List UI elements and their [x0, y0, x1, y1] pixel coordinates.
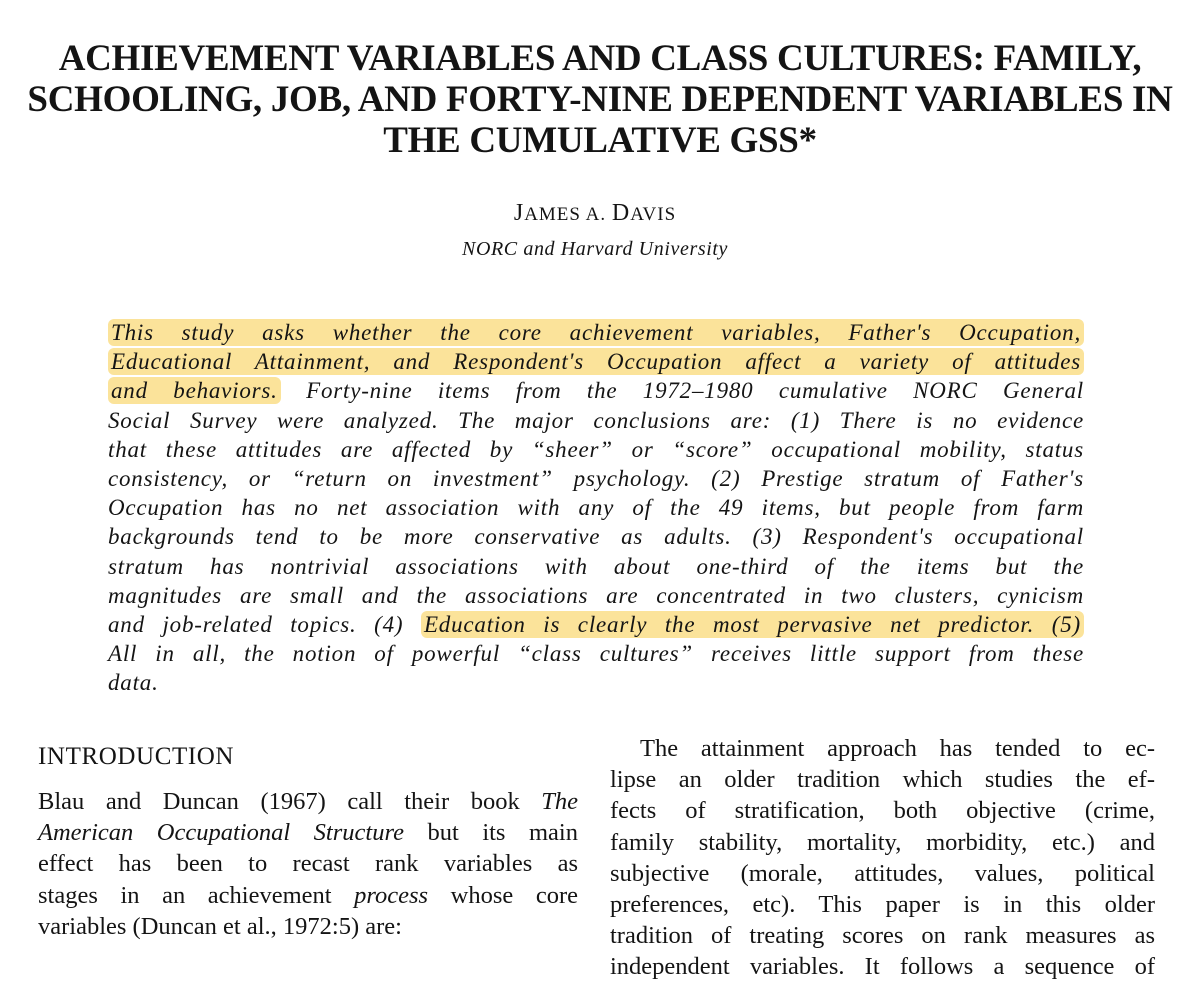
abstract-line [108, 318, 1084, 347]
body-text: Blau and Duncan (1967) call their book [38, 788, 542, 815]
abstract-line [108, 347, 1084, 376]
abstract-line [108, 610, 1084, 639]
highlighted-text: and behaviors. [108, 377, 281, 404]
body-line: lipse an older tradition which studies the ef- [610, 766, 1155, 794]
author-first-initial: J [513, 200, 525, 226]
body-line: family stability, mortality, morbidity, etc.) and [610, 828, 1155, 856]
abstract-line: Social Survey were analyzed. The major conclusions are: (1) There is no evidence [108, 407, 1084, 433]
body-text: stages in an achievement [38, 881, 355, 909]
abstract-line: Occupation has no net association with any of the 49 items, but people from farm [108, 495, 1084, 521]
introduction-column [38, 738, 578, 942]
abstract-line: data. [108, 670, 159, 696]
highlighted-text: Education is clearly the most pervasive net predictor. (5) [421, 611, 1084, 638]
body-text: whose core [428, 881, 578, 909]
abstract [108, 318, 1084, 697]
body-line [38, 786, 578, 817]
abstract-text: and job-related topics. (4) [108, 611, 421, 637]
author-last-initial: D [611, 200, 631, 226]
body-line [38, 817, 578, 848]
highlighted-text: This study asks whether the core achievement variables, Father's Occupation, [108, 319, 1084, 346]
abstract-line: stratum has nontrivial associations with about one-third of the items but the [108, 553, 1084, 579]
body-line: effect has been to recast rank variables as [38, 850, 578, 878]
body-line: preferences, etc). This paper is in this older [610, 890, 1155, 918]
author-name [0, 200, 1190, 227]
abstract-text: Forty-nine items from the 1972–1980 cumulative NORC General [280, 378, 1084, 404]
highlighted-text: Educational Attainment, and Respondent's Occupation affect a variety of attitudes [108, 348, 1084, 375]
book-title-italic: The [541, 788, 578, 815]
abstract-line: backgrounds tend to be more conservative as adults. (3) Respondent's occupational [108, 524, 1084, 550]
book-title-italic: American Occupational Structure [38, 819, 404, 847]
abstract-line: that these attitudes are affected by “sheer” or “score” occupational mobility, status [108, 436, 1084, 462]
body-text: but its main [403, 819, 578, 847]
abstract-line: consistency, or “return on investment” psychology. (2) Prestige stratum of Father's [108, 465, 1084, 491]
body-line: fects of stratification, both objective (crime, [610, 797, 1155, 825]
title-line-3: THE CUMULATIVE GSS* [383, 120, 817, 161]
author-first-rest: AMES A. [524, 204, 612, 225]
paper-title [20, 38, 1180, 161]
section-heading: INTRODUCTION [38, 743, 235, 770]
author-last-rest: AVIS [630, 204, 677, 225]
abstract-line [108, 376, 1084, 405]
body-line: tradition of treating scores on rank measures as [610, 922, 1155, 950]
body-line: subjective (morale, attitudes, values, political [610, 859, 1155, 887]
right-column [610, 733, 1155, 983]
body-line: independent variables. It follows a sequence of [610, 953, 1155, 981]
body-line: variables (Duncan et al., 1972:5) are: [38, 912, 402, 940]
abstract-line: magnitudes are small and the associations are concentrated in two clusters, cynicism [108, 582, 1084, 608]
body-line [38, 880, 578, 911]
emphasis-italic: process [354, 881, 429, 909]
body-line: The attainment approach has tended to ec- [640, 735, 1155, 762]
title-line-2: SCHOOLING, JOB, AND FORTY-NINE DEPENDENT VARIABLES IN [27, 79, 1173, 120]
abstract-line: All in all, the notion of powerful “class cultures” receives little support from these [108, 641, 1084, 667]
author-affiliation: NORC and Harvard University [462, 238, 728, 260]
title-line-1: ACHIEVEMENT VARIABLES AND CLASS CULTURES: FAMILY, [58, 38, 1142, 79]
